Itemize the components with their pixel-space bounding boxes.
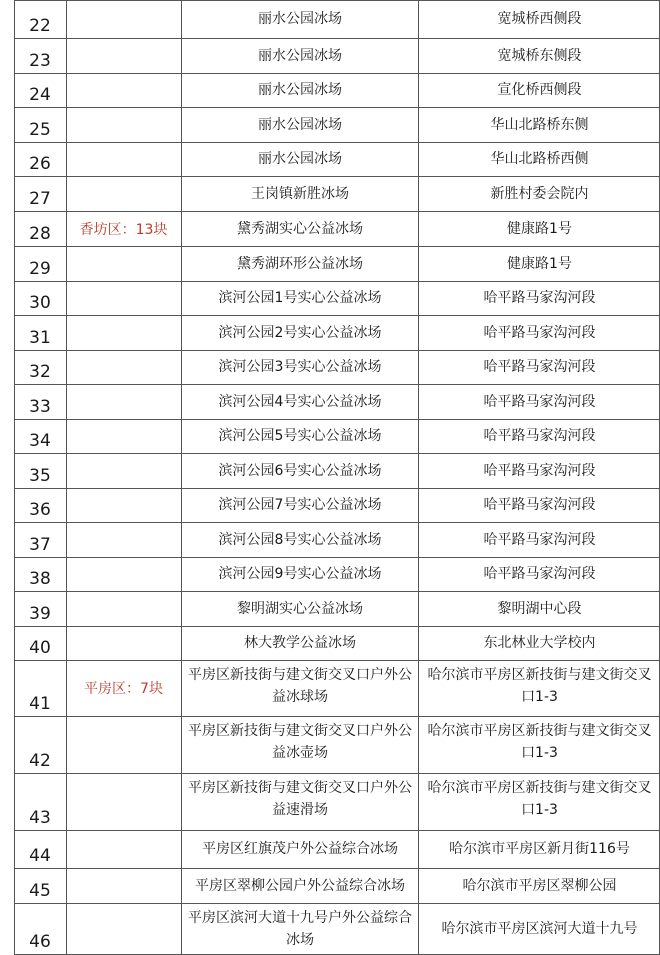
rink-location: 哈平路马家沟河段 xyxy=(483,566,596,582)
rink-name: 王岗镇新胜冰场 xyxy=(251,185,349,202)
row-number: 24 xyxy=(29,85,51,105)
rink-location: 哈尔滨市平房区新技街与建文街交叉口1-3 xyxy=(427,723,652,761)
rink-location: 哈尔滨市平房区新技街与建文街交叉口1-3 xyxy=(427,667,652,705)
row-number: 41 xyxy=(29,694,51,714)
rink-name: 滨河公园5号实心公益冰场 xyxy=(218,428,382,444)
district-label: 平房区：7块 xyxy=(84,681,163,697)
district-label: 香坊区：13块 xyxy=(79,222,168,238)
rink-name: 滨河公园9号实心公益冰场 xyxy=(218,566,382,582)
rink-location: 宣化桥西侧段 xyxy=(497,82,582,98)
row-number: 46 xyxy=(29,932,51,952)
row-number: 28 xyxy=(29,224,51,244)
row-number: 37 xyxy=(29,535,51,555)
rink-location: 黎明湖中心段 xyxy=(497,600,582,617)
rink-name: 黛秀湖环形公益冰场 xyxy=(237,255,363,272)
row-number: 26 xyxy=(29,154,51,174)
row-number: 31 xyxy=(29,328,51,348)
rink-name: 滨河公园6号实心公益冰场 xyxy=(218,462,382,479)
rink-location: 哈平路马家沟河段 xyxy=(483,531,596,548)
row-number: 25 xyxy=(29,120,51,140)
rink-location: 哈平路马家沟河段 xyxy=(483,393,596,410)
rink-name: 黛秀湖实心公益冰场 xyxy=(237,220,363,237)
rink-name: 丽水公园冰场 xyxy=(258,82,342,98)
row-number: 44 xyxy=(29,846,51,866)
rink-location: 哈平路马家沟河段 xyxy=(483,359,596,375)
rink-location: 华山北路桥西侧 xyxy=(490,151,589,167)
rink-location: 哈尔滨市平房区新月街116号 xyxy=(449,841,630,857)
rink-name: 林大教学公益冰场 xyxy=(244,635,356,651)
rink-location: 哈尔滨市平房区新技街与建文街交叉口1-3 xyxy=(427,780,652,818)
rink-location: 哈平路马家沟河段 xyxy=(483,497,596,513)
row-number: 36 xyxy=(29,500,51,520)
rink-location: 宽城桥东侧段 xyxy=(497,47,582,64)
rink-name: 滨河公园7号实心公益冰场 xyxy=(218,497,382,513)
row-number: 42 xyxy=(29,751,51,771)
rink-location: 华山北路桥东侧 xyxy=(490,116,589,133)
row-number: 39 xyxy=(29,604,51,624)
rink-name: 丽水公园冰场 xyxy=(258,47,342,64)
row-number: 33 xyxy=(29,397,51,417)
rink-name: 滨河公园8号实心公益冰场 xyxy=(218,531,382,548)
rink-location: 哈尔滨市平房区翠柳公园 xyxy=(462,877,617,894)
rink-location: 健康路1号 xyxy=(507,255,572,272)
row-number: 45 xyxy=(29,881,51,901)
row-number: 35 xyxy=(29,466,51,486)
row-number: 38 xyxy=(29,569,51,589)
rink-location: 哈尔滨市平房区滨河大道十九号 xyxy=(441,920,638,937)
rink-name: 滨河公园3号实心公益冰场 xyxy=(218,359,382,375)
rink-name: 滨河公园4号实心公益冰场 xyxy=(218,393,382,410)
row-number: 34 xyxy=(29,431,51,451)
rink-name: 丽水公园冰场 xyxy=(258,151,342,167)
rink-name: 滨河公园1号实心公益冰场 xyxy=(218,290,382,306)
row-number: 32 xyxy=(29,362,51,382)
table-border xyxy=(66,0,67,954)
rink-location: 宽城桥西侧段 xyxy=(497,11,582,27)
row-number: 43 xyxy=(29,808,51,828)
rink-name: 平房区新技街与建文街交叉口户外公益冰球场 xyxy=(188,667,412,705)
rink-name: 滨河公园2号实心公益冰场 xyxy=(218,324,382,341)
row-number: 27 xyxy=(29,189,51,209)
rink-name: 黎明湖实心公益冰场 xyxy=(237,600,363,617)
rink-location: 哈平路马家沟河段 xyxy=(483,428,596,444)
row-number: 30 xyxy=(29,293,51,313)
row-number: 22 xyxy=(29,16,51,36)
rink-location: 东北林业大学校内 xyxy=(483,635,596,651)
rink-location: 健康路1号 xyxy=(507,220,572,237)
rink-location: 哈平路马家沟河段 xyxy=(483,290,596,306)
rink-name: 丽水公园冰场 xyxy=(258,11,342,27)
rink-name: 平房区滨河大道十九号户外公益综合冰场 xyxy=(188,910,412,948)
rink-location: 哈平路马家沟河段 xyxy=(483,324,596,341)
rink-name: 丽水公园冰场 xyxy=(258,116,342,133)
row-number: 29 xyxy=(29,259,51,279)
rink-name: 平房区翠柳公园户外公益综合冰场 xyxy=(195,877,405,894)
rink-name: 平房区红旗茂户外公益综合冰场 xyxy=(202,841,398,857)
rink-location: 新胜村委会院内 xyxy=(490,185,589,202)
rink-name: 平房区新技街与建文街交叉口户外公益冰壶场 xyxy=(188,723,412,761)
row-number: 40 xyxy=(29,638,51,658)
rink-name: 平房区新技街与建文街交叉口户外公益速滑场 xyxy=(188,780,412,818)
rink-location: 哈平路马家沟河段 xyxy=(483,462,596,479)
row-number: 23 xyxy=(29,51,51,71)
